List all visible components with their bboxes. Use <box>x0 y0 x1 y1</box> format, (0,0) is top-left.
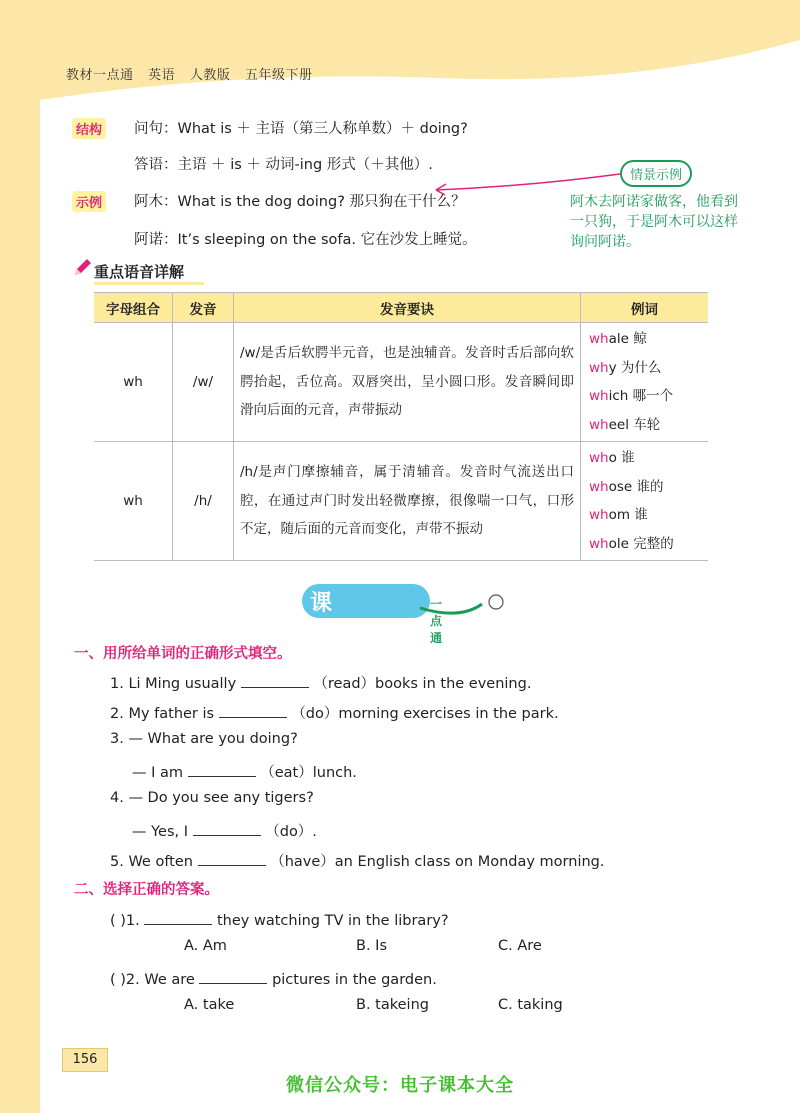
callout-text: 阿木去阿诺家做客，他看到一只狗，于是阿木可以这样询问阿诺。 <box>570 194 738 250</box>
footer-watermark: 微信公众号：电子课本大全 <box>286 1075 514 1096</box>
answer-blank[interactable] <box>199 967 267 984</box>
question-3: 3. — What are you doing? <box>110 731 298 747</box>
question-4: 4. — Do you see any tigers? <box>110 790 314 806</box>
option-c[interactable]: C. taking <box>498 997 563 1013</box>
example-line-2: 阿诺：It’s sleeping on the sofa. 它在沙发上睡觉。 <box>134 232 477 248</box>
banner-title: 课后集训 <box>310 591 335 709</box>
banner-sub: 一点通 <box>430 597 443 645</box>
words-cell <box>581 323 709 442</box>
structure-tag: 结构 <box>72 118 106 139</box>
choice-question-2: ( )2. We are pictures in the garden. <box>110 967 437 988</box>
table-row <box>94 442 708 561</box>
answer-blank[interactable] <box>198 849 266 866</box>
option-a[interactable]: A. Am <box>184 938 227 954</box>
option-c[interactable]: C. Are <box>498 938 542 954</box>
words-cell <box>581 442 709 561</box>
tip-cell: /w/是舌后软腭半元音，也是浊辅音。发音时舌后部向软腭抬起，舌位高。双唇突出，呈小圆口形。发音瞬间即滑向后面的元音，声带振动 <box>234 323 581 442</box>
question-5: 5. We often （have）an English class on Monday morning. <box>110 849 604 871</box>
example-word: which 哪一个 <box>589 388 674 404</box>
answer-blank[interactable] <box>219 701 287 718</box>
header-edition: 人教版 <box>189 68 231 83</box>
sound-cell: /h/ <box>173 442 234 561</box>
question-1: 1. Li Ming usually （read）books in the evening. <box>110 671 531 693</box>
phonics-title: 重点语音详解 <box>94 263 185 281</box>
header-grade: 五年级下册 <box>244 68 313 83</box>
example-line-1: 阿木：What is the dog doing? 那只狗在干什么？ <box>134 194 466 210</box>
header-subject: 英语 <box>148 68 176 83</box>
answer-blank[interactable] <box>193 819 261 836</box>
answer-blank[interactable] <box>144 908 212 925</box>
table-header-row <box>94 293 708 323</box>
example-word: wheel 车轮 <box>589 416 661 433</box>
phonics-table <box>94 292 708 561</box>
header-sound: 发音 <box>173 293 234 323</box>
option-a[interactable]: A. take <box>184 997 235 1013</box>
section-1-title: 一、用所给单词的正确形式填空。 <box>74 646 292 662</box>
example-word: whale 鲸 <box>589 331 647 347</box>
section-2-title: 二、选择正确的答案。 <box>74 882 219 898</box>
sound-cell: /w/ <box>173 323 234 442</box>
example-tag: 示例 <box>72 191 106 212</box>
page-header <box>66 64 322 83</box>
header-tip: 发音要诀 <box>234 293 581 323</box>
option-b[interactable]: B. Is <box>356 938 387 954</box>
option-b[interactable]: B. takeing <box>356 997 429 1013</box>
choice-question-1: ( )1. they watching TV in the library? <box>110 908 449 929</box>
page-number: 156 <box>62 1048 108 1072</box>
answer-blank[interactable] <box>241 671 309 688</box>
pencil-icon <box>72 256 92 278</box>
example-word: whole 完整的 <box>589 535 674 552</box>
title-underline <box>94 282 204 285</box>
structure-answer: 答语：主语 ＋ is ＋ 动词-ing 形式（＋其他）. <box>134 157 433 173</box>
example-word: why 为什么 <box>589 359 662 376</box>
tip-cell: /h/是声门摩擦辅音，属于清辅音。发音时气流送出口腔，在通过声门时发出轻微摩擦，很像喘一口气，口形不定，随后面的元音而变化，声带不振动 <box>234 442 581 561</box>
example-word: who 谁 <box>589 450 635 466</box>
example-word: whom 谁 <box>589 507 648 523</box>
top-wave-decoration <box>40 0 800 110</box>
combo-cell: wh <box>94 442 173 561</box>
structure-question: 问句：What is ＋ 主语（第三人称单数）＋ doing? <box>134 121 468 137</box>
question-2: 2. My father is （do）morning exercises in the park. <box>110 701 559 723</box>
question-3-answer: — I am （eat）lunch. <box>132 760 357 782</box>
answer-blank[interactable] <box>188 760 256 777</box>
question-4-answer: — Yes, I （do）. <box>132 819 317 841</box>
table-row <box>94 323 708 442</box>
callout-badge: 情景示例 <box>620 160 692 187</box>
header-series: 教材一点通 <box>66 68 134 83</box>
header-combo: 字母组合 <box>94 293 173 323</box>
example-word: whose 谁的 <box>589 478 664 495</box>
combo-cell: wh <box>94 323 173 442</box>
header-words: 例词 <box>581 293 709 323</box>
